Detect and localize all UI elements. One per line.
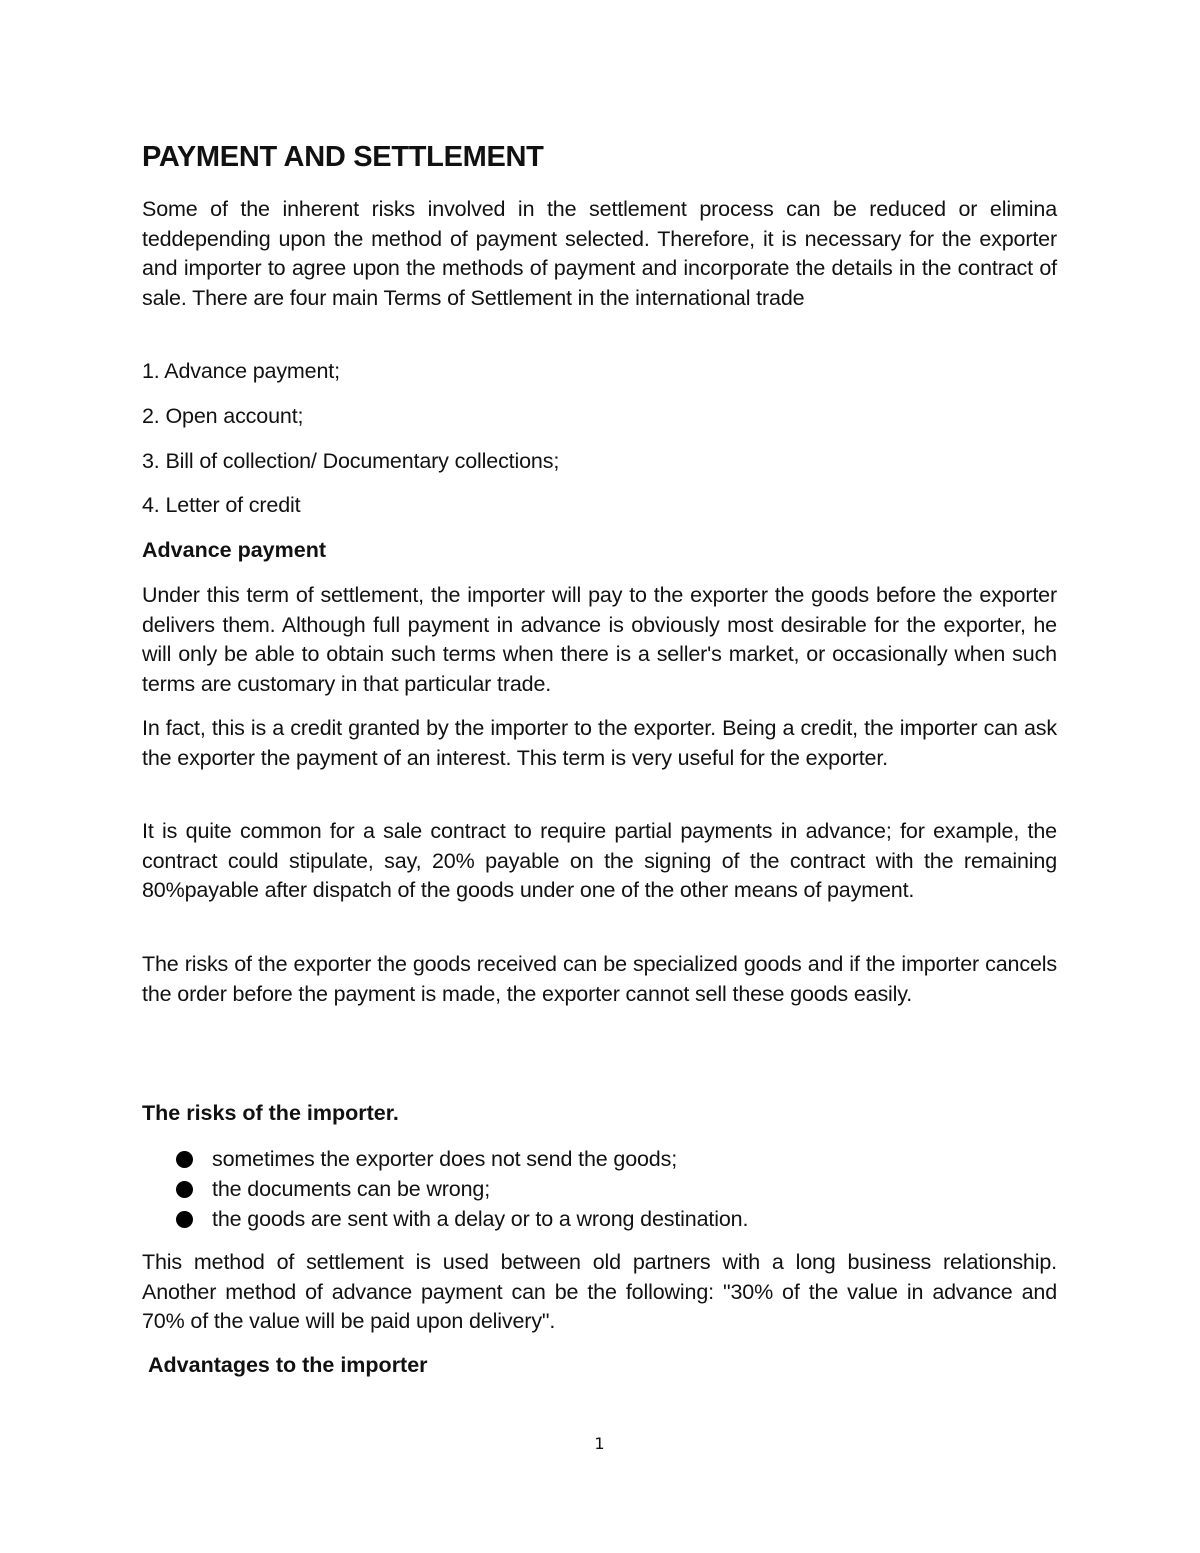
term-item-1: 1. Advance payment; [142, 359, 340, 383]
bullet-icon [176, 1181, 193, 1198]
page-title: PAYMENT AND SETTLEMENT [142, 141, 544, 173]
importer-risks-list [176, 1144, 748, 1234]
list-item-text: sometimes the exporter does not send the goods; [212, 1147, 678, 1171]
bullet-icon [176, 1211, 193, 1228]
list-item [176, 1174, 748, 1204]
intro-paragraph: Some of the inherent risks involved in the settlement process can be reduced or elimina teddepending upon the method of payment selected. Therefore, it is necessary for the exporter and importer to agree upon the methods of payment and incorporate the details in the contract of sale. There are four main Terms of Settlement in the international trade [142, 197, 1057, 310]
advance-paragraph-1: Under this term of settlement, the importer will pay to the exporter the goods before the exporter delivers them. Although full payment in advance is obviously most desirable for the exporter, he will only be able to obtain such terms when there is a seller's market, or occasionally when such terms are customary in that particular trade. [142, 583, 1057, 696]
importer-risks-heading: The risks of the importer. [142, 1101, 399, 1125]
term-item-3: 3. Bill of collection/ Documentary collections; [142, 449, 560, 473]
advance-payment-heading: Advance payment [142, 538, 327, 562]
bullet-icon [176, 1151, 193, 1168]
page-number: 1 [594, 1434, 605, 1453]
advance-paragraph-2: In fact, this is a credit granted by the importer to the exporter. Being a credit, the importer can ask the exporter the payment of an interest. This term is very useful for the exporter. [142, 716, 1057, 770]
importer-risks-paragraph: This method of settlement is used between old partners with a long business relationship. Another method of advance payment can be the following: "30% of the value in advance and 70% of the value will be paid upon delivery". [142, 1250, 1057, 1333]
list-item [176, 1144, 748, 1174]
term-item-2: 2. Open account; [142, 404, 304, 428]
advance-paragraph-4: The risks of the exporter the goods received can be specialized goods and if the importer cancels the order before the payment is made, the exporter cannot sell these goods easily. [142, 952, 1057, 1006]
term-item-4: 4. Letter of credit [142, 493, 301, 517]
list-item-text: the goods are sent with a delay or to a wrong destination. [212, 1207, 749, 1231]
advance-paragraph-3: It is quite common for a sale contract to require partial payments in advance; for example, the contract could stipulate, say, 20% payable on the signing of the contract with the remaining 80%payable after dispatch of the goods under one of the other means of payment. [142, 819, 1057, 902]
list-item [176, 1204, 748, 1234]
document-page [142, 0, 1057, 1553]
list-item-text: the documents can be wrong; [212, 1177, 491, 1201]
advantages-heading: Advantages to the importer [148, 1353, 428, 1377]
